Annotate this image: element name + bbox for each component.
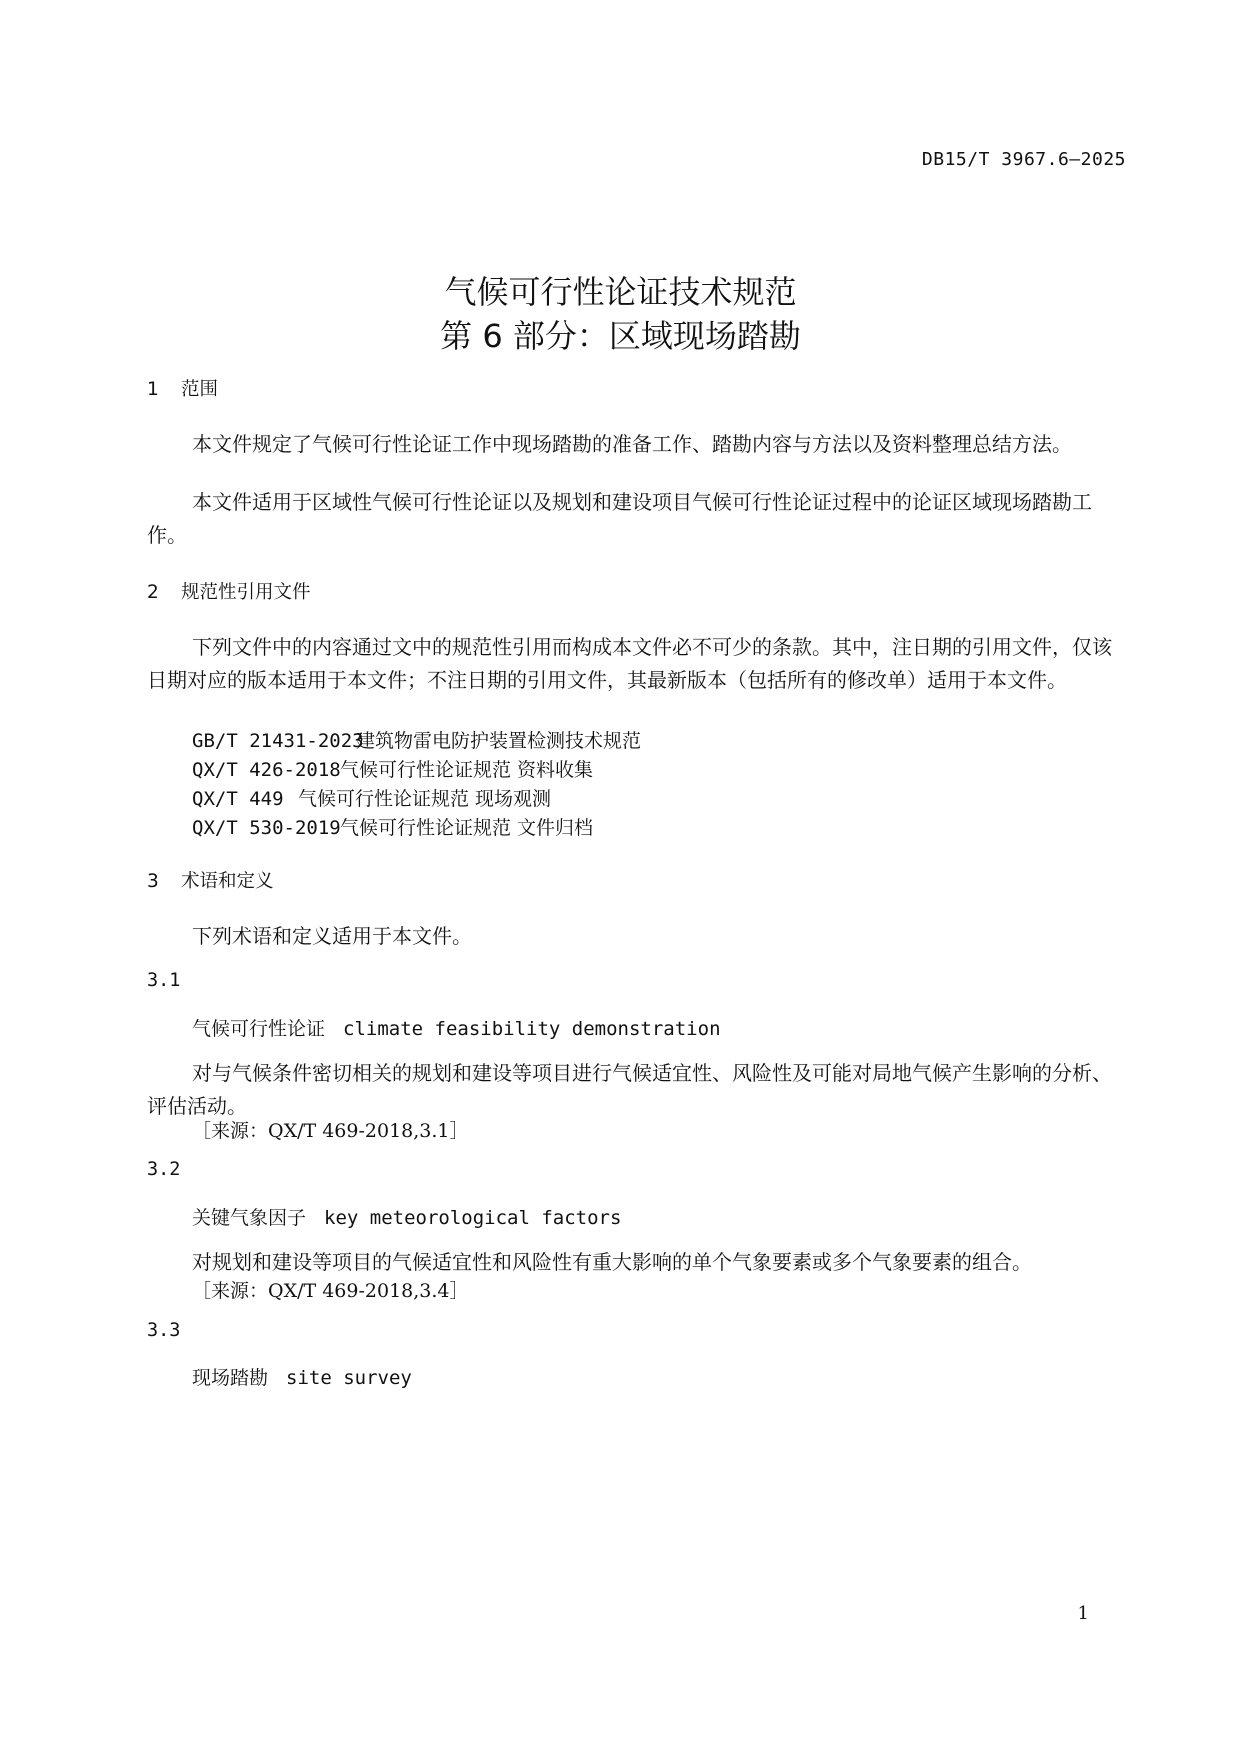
section-number: 2	[147, 582, 159, 603]
term-chinese: 气候可行性论证	[192, 1018, 326, 1040]
term-entry	[192, 1203, 621, 1230]
reference-code: QX/T 426-2018	[192, 759, 341, 781]
term-entry	[192, 1014, 721, 1041]
section-number: 1	[147, 379, 159, 400]
term-number: 3.1	[147, 970, 181, 991]
term-chinese: 现场踏勘	[192, 1367, 269, 1389]
reference-title: 气候可行性论证规范 资料收集	[340, 759, 594, 781]
term-english: site survey	[286, 1367, 412, 1389]
term-entry	[192, 1363, 412, 1390]
section-heading-2	[147, 578, 311, 604]
scope-paragraph-2: 本文件适用于区域性气候可行性论证以及规划和建设项目气候可行性论证过程中的论证区域现场踏勘工作。	[147, 490, 1092, 547]
term-source: ［来源：QX/T 469-2018,3.4］	[192, 1280, 469, 1302]
document-title: 气候可行性论证技术规范	[444, 273, 797, 311]
terms-intro: 下列术语和定义适用于本文件。	[192, 924, 472, 948]
term-definition: 对规划和建设等项目的气候适宜性和风险性有重大影响的单个气象要素或多个气象要素的组合。	[192, 1250, 1032, 1274]
term-definition: 对与气候条件密切相关的规划和建设等项目进行气候适宜性、风险性及可能对局地气候产生影响的分析、评估活动。	[147, 1061, 1112, 1118]
term-number: 3.3	[147, 1320, 181, 1341]
scope-paragraph-1: 本文件规定了气候可行性论证工作中现场踏勘的准备工作、踏勘内容与方法以及资料整理总结方法。	[192, 432, 1072, 456]
term-english: climate feasibility demonstration	[343, 1018, 721, 1040]
section-heading-1	[147, 375, 218, 401]
reference-code: GB/T 21431-2023	[192, 730, 364, 752]
reference-code: QX/T 449	[192, 788, 284, 810]
references-intro: 下列文件中的内容通过文中的规范性引用而构成本文件必不可少的条款。其中，注日期的引用文件，仅该日期对应的版本适用于本文件；不注日期的引用文件，其最新版本（包括所有的修改单）适用于本文件。	[147, 635, 1112, 692]
page-number: 1	[1077, 1603, 1089, 1624]
section-heading-3	[147, 867, 274, 893]
document-subtitle: 第 6 部分：区域现场踏勘	[440, 317, 801, 355]
term-chinese: 关键气象因子	[192, 1207, 307, 1229]
reference-item	[192, 726, 641, 753]
section-number: 3	[147, 871, 159, 892]
section-title: 范围	[181, 379, 219, 400]
reference-code: QX/T 530-2019	[192, 817, 341, 839]
term-source: ［来源：QX/T 469-2018,3.1］	[192, 1120, 469, 1142]
section-title: 术语和定义	[181, 871, 274, 892]
reference-item	[192, 784, 551, 811]
term-number: 3.2	[147, 1159, 181, 1180]
standard-code: DB15/T 3967.6—2025	[921, 149, 1126, 170]
reference-title: 气候可行性论证规范 现场观测	[298, 788, 552, 810]
reference-title: 建筑物雷电防护装置检测技术规范	[356, 730, 642, 752]
section-title: 规范性引用文件	[181, 582, 311, 603]
reference-item	[192, 755, 593, 782]
reference-item	[192, 813, 593, 840]
term-english: key meteorological factors	[324, 1207, 622, 1229]
reference-title: 气候可行性论证规范 文件归档	[340, 817, 594, 839]
